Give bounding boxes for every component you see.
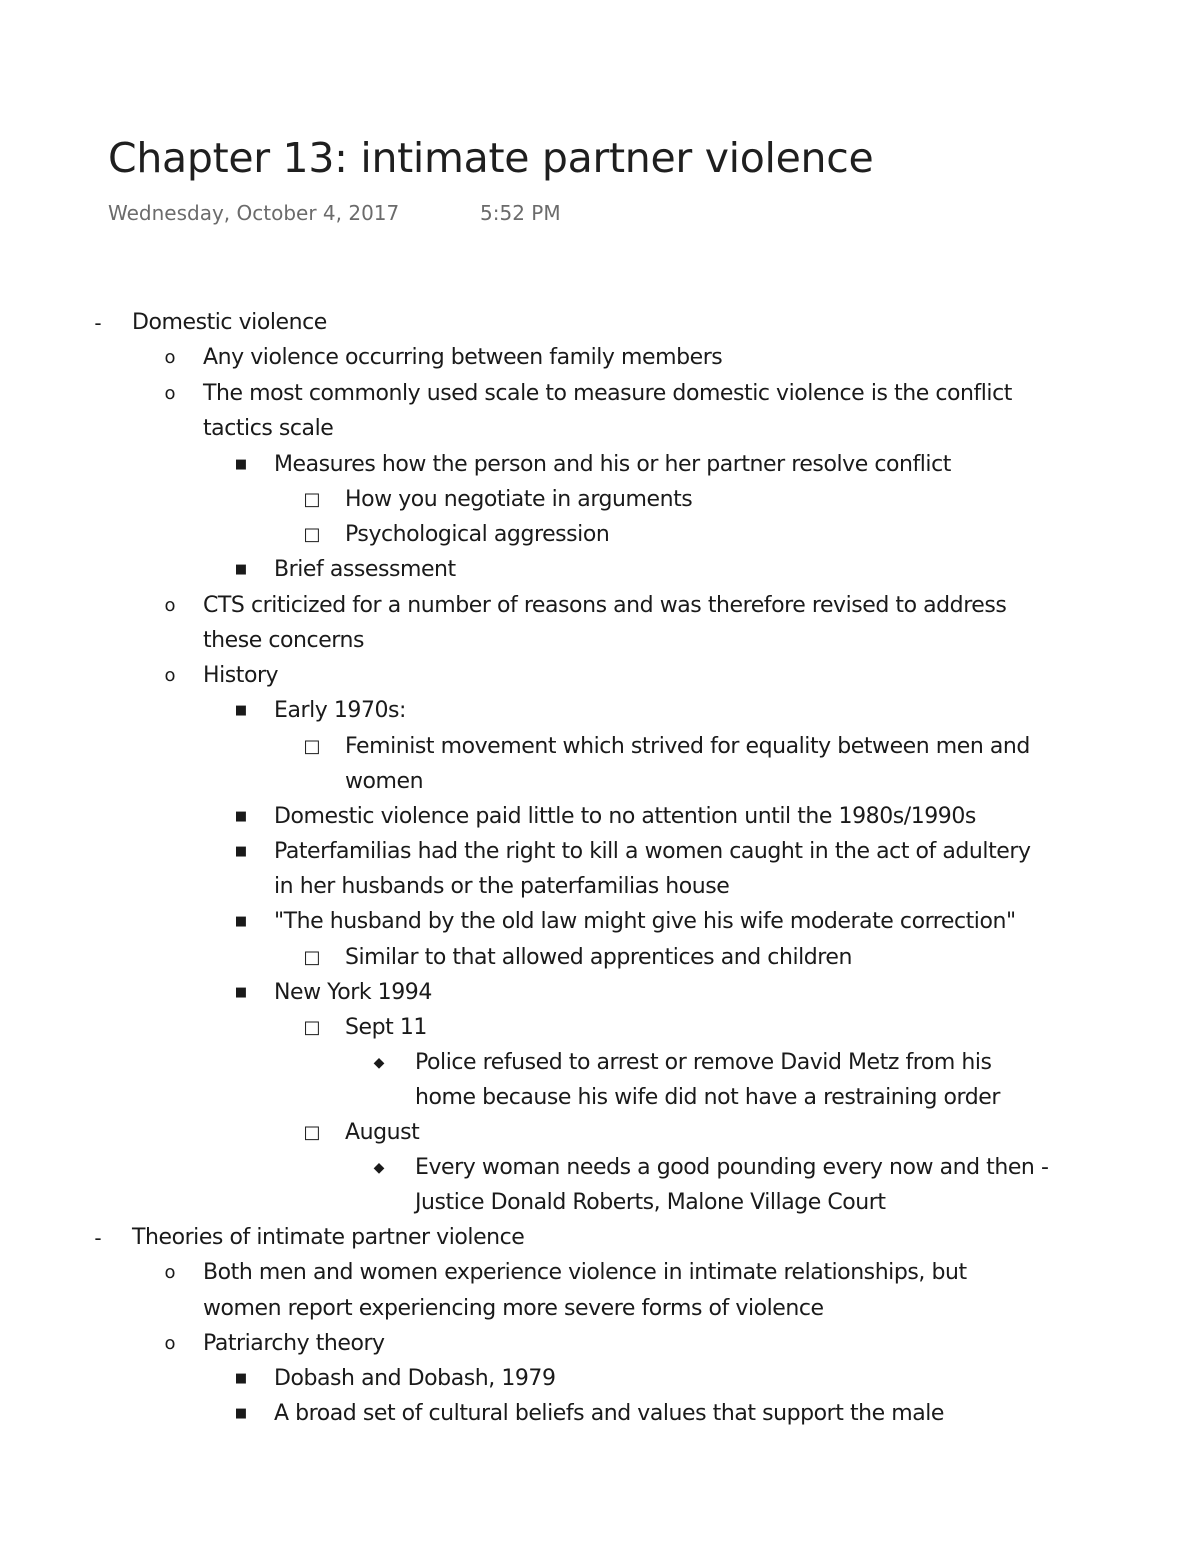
note-line: Justice Donald Roberts, Malone Village Court — [415, 1190, 886, 1215]
square-bullet-icon: ■ — [234, 1406, 248, 1421]
note-line: A broad set of cultural beliefs and values that support the male — [274, 1401, 945, 1426]
note-line: Both men and women experience violence in intimate relationships, but — [203, 1260, 967, 1285]
note-line: Patriarchy theory — [203, 1331, 385, 1356]
circle-bullet-icon: o — [164, 1333, 176, 1354]
note-line: CTS criticized for a number of reasons and was therefore revised to address — [203, 593, 1007, 618]
note-line: The most commonly used scale to measure domestic violence is the conflict — [203, 381, 1012, 406]
note-line: Similar to that allowed apprentices and children — [345, 945, 852, 970]
note-line: women — [345, 769, 424, 794]
square-bullet-icon: ■ — [234, 844, 248, 859]
hollow-square-bullet-icon: □ — [303, 1122, 321, 1143]
note-line: home because his wife did not have a restraining order — [415, 1085, 1000, 1110]
note-line: tactics scale — [203, 416, 334, 441]
hollow-square-bullet-icon: □ — [303, 524, 321, 545]
page-title: Chapter 13: intimate partner violence — [108, 134, 874, 182]
note-line: Early 1970s: — [274, 698, 407, 723]
page-date: Wednesday, October 4, 2017 — [108, 201, 400, 225]
note-line: Measures how the person and his or her partner resolve conflict — [274, 452, 951, 477]
hollow-square-bullet-icon: □ — [303, 736, 321, 757]
note-line: Paterfamilias had the right to kill a women caught in the act of adultery — [274, 839, 1031, 864]
note-line: Brief assessment — [274, 557, 456, 582]
note-line: Any violence occurring between family members — [203, 345, 723, 370]
note-line: August — [345, 1120, 420, 1145]
diamond-bullet-icon: ◆ — [373, 1055, 385, 1071]
note-line: Psychological aggression — [345, 522, 610, 547]
note-line: Every woman needs a good pounding every now and then - — [415, 1155, 1049, 1180]
dash-bullet-icon: - — [94, 1226, 102, 1250]
circle-bullet-icon: o — [164, 383, 176, 404]
square-bullet-icon: ■ — [234, 1371, 248, 1386]
square-bullet-icon: ■ — [234, 457, 248, 472]
note-line: History — [203, 663, 279, 688]
note-line: women report experiencing more severe forms of violence — [203, 1296, 824, 1321]
note-line: Sept 11 — [345, 1015, 427, 1040]
note-line: Domestic violence paid little to no attention until the 1980s/1990s — [274, 804, 976, 829]
note-line: Theories of intimate partner violence — [132, 1225, 525, 1250]
note-line: in her husbands or the paterfamilias house — [274, 874, 730, 899]
circle-bullet-icon: o — [164, 595, 176, 616]
circle-bullet-icon: o — [164, 347, 176, 368]
note-line: "The husband by the old law might give his wife moderate correction" — [274, 909, 1016, 934]
square-bullet-icon: ■ — [234, 914, 248, 929]
circle-bullet-icon: o — [164, 1262, 176, 1283]
page-meta — [108, 199, 561, 227]
dash-bullet-icon: - — [94, 311, 102, 335]
hollow-square-bullet-icon: □ — [303, 1017, 321, 1038]
note-line: Police refused to arrest or remove David Metz from his — [415, 1050, 992, 1075]
hollow-square-bullet-icon: □ — [303, 947, 321, 968]
diamond-bullet-icon: ◆ — [373, 1160, 385, 1176]
square-bullet-icon: ■ — [234, 703, 248, 718]
circle-bullet-icon: o — [164, 665, 176, 686]
square-bullet-icon: ■ — [234, 809, 248, 824]
note-line: How you negotiate in arguments — [345, 487, 693, 512]
note-line: New York 1994 — [274, 980, 432, 1005]
note-line: Feminist movement which strived for equality between men and — [345, 734, 1030, 759]
square-bullet-icon: ■ — [234, 562, 248, 577]
note-line: these concerns — [203, 628, 364, 653]
hollow-square-bullet-icon: □ — [303, 489, 321, 510]
note-line: Dobash and Dobash, 1979 — [274, 1366, 556, 1391]
page-time: 5:52 PM — [480, 201, 561, 225]
note-line: Domestic violence — [132, 310, 327, 335]
square-bullet-icon: ■ — [234, 985, 248, 1000]
